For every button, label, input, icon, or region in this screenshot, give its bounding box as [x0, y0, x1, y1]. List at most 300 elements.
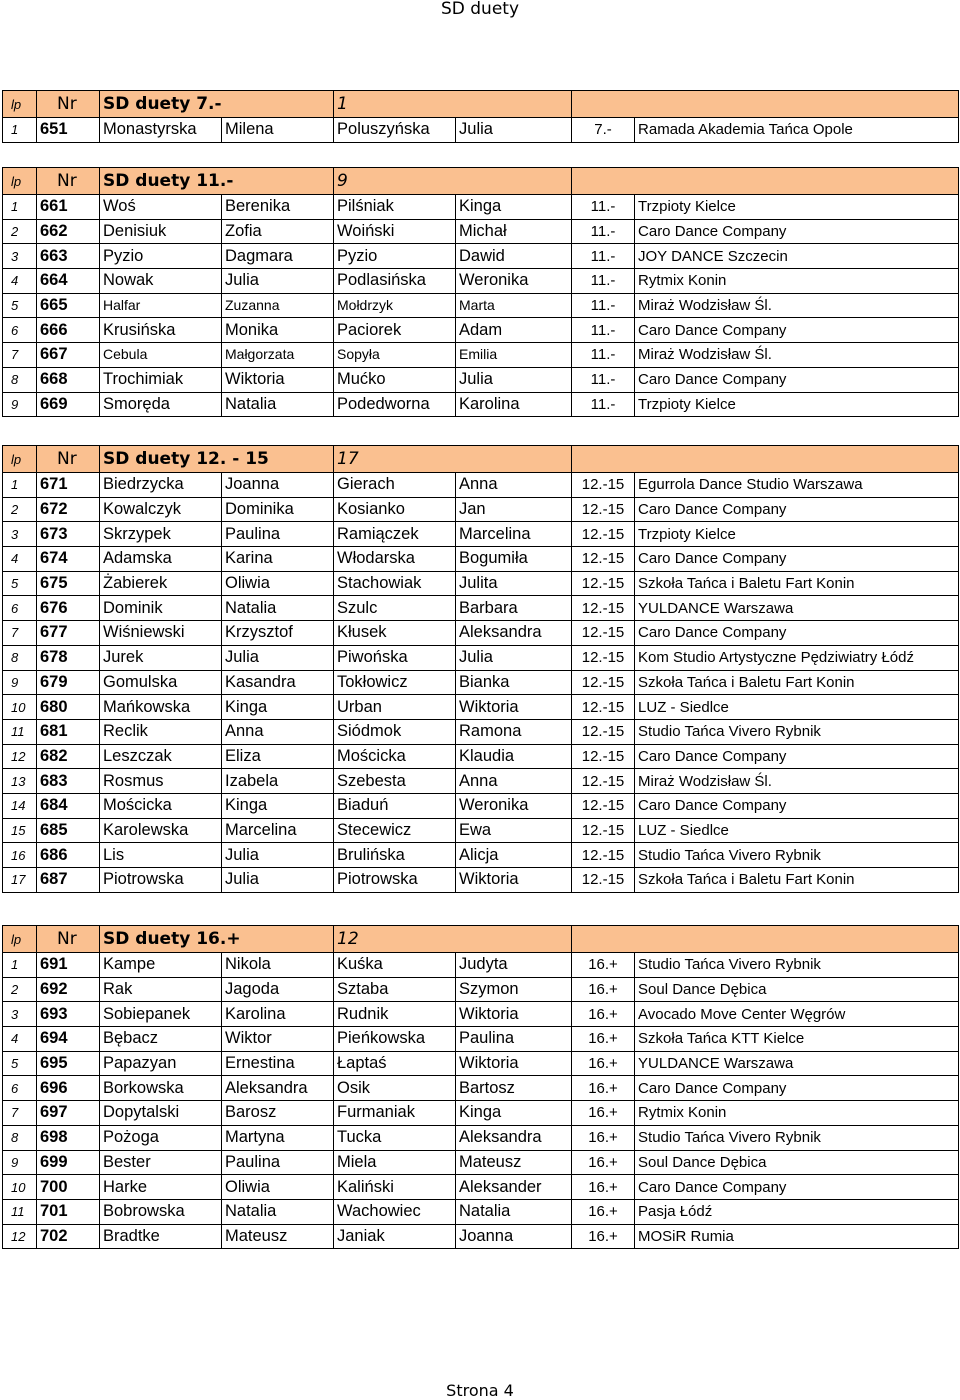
- dancer1-firstname: Berenika: [222, 195, 334, 220]
- dancer2-surname: Szebesta: [334, 769, 456, 794]
- dancer2-surname: Janiak: [334, 1224, 456, 1249]
- row-club: YULDANCE Warszawa: [635, 596, 959, 621]
- row-lp: 7: [3, 343, 37, 368]
- table-row: [3, 293, 959, 318]
- row-category: 12.-15: [572, 522, 635, 547]
- dancer2-firstname: Kinga: [456, 195, 572, 220]
- dancer2-firstname: Anna: [456, 769, 572, 794]
- dancer1-surname: Leszczak: [100, 744, 222, 769]
- row-club: Pasja Łódź: [635, 1199, 959, 1224]
- dancer1-firstname: Julia: [222, 645, 334, 670]
- dancer2-surname: Osik: [334, 1076, 456, 1101]
- section-header-row: [3, 91, 959, 118]
- dancer2-firstname: Klaudia: [456, 744, 572, 769]
- dancer2-surname: Wachowiec: [334, 1199, 456, 1224]
- section-title: SD duety 7.-: [100, 91, 334, 118]
- dancer2-firstname: Bartosz: [456, 1076, 572, 1101]
- table-row: [3, 1027, 959, 1052]
- dancer2-surname: Kaliński: [334, 1175, 456, 1200]
- row-club: LUZ - Siedlce: [635, 695, 959, 720]
- dancer2-firstname: Wiktoria: [456, 1051, 572, 1076]
- row-club: Trzpioty Kielce: [635, 195, 959, 220]
- dancer1-surname: Skrzypek: [100, 522, 222, 547]
- row-category: 11.-: [572, 343, 635, 368]
- table-row: [3, 843, 959, 868]
- row-number: 664: [37, 269, 100, 294]
- row-lp: 3: [3, 244, 37, 269]
- row-category: 12.-15: [572, 793, 635, 818]
- table-row: [3, 219, 959, 244]
- row-club: Egurrola Dance Studio Warszawa: [635, 473, 959, 498]
- row-lp: 2: [3, 977, 37, 1002]
- dancer2-surname: Urban: [334, 695, 456, 720]
- row-club: JOY DANCE Szczecin: [635, 244, 959, 269]
- dancer1-firstname: Barosz: [222, 1101, 334, 1126]
- table-row: [3, 977, 959, 1002]
- table-row: [3, 497, 959, 522]
- table-row: [3, 1199, 959, 1224]
- section-count: 1: [334, 91, 572, 118]
- row-club: Szkoła Tańca KTT Kielce: [635, 1027, 959, 1052]
- row-category: 12.-15: [572, 744, 635, 769]
- row-club: Caro Dance Company: [635, 219, 959, 244]
- row-number: 663: [37, 244, 100, 269]
- table-row: [3, 571, 959, 596]
- dancer2-surname: Kłusek: [334, 621, 456, 646]
- dancer1-firstname: Oliwia: [222, 571, 334, 596]
- dancer2-surname: Podedworna: [334, 392, 456, 417]
- row-club: Caro Dance Company: [635, 318, 959, 343]
- row-category: 11.-: [572, 244, 635, 269]
- row-category: 12.-15: [572, 695, 635, 720]
- dancer1-surname: Jurek: [100, 645, 222, 670]
- dancer2-firstname: Kinga: [456, 1101, 572, 1126]
- dancer1-firstname: Natalia: [222, 1199, 334, 1224]
- table-row: [3, 596, 959, 621]
- row-lp: 8: [3, 367, 37, 392]
- page-footer: Strona 4: [446, 1381, 514, 1400]
- table-row: [3, 719, 959, 744]
- row-number: 666: [37, 318, 100, 343]
- dancer2-surname: Sztaba: [334, 977, 456, 1002]
- dancer1-firstname: Kasandra: [222, 670, 334, 695]
- row-number: 702: [37, 1224, 100, 1249]
- dancer1-firstname: Kinga: [222, 695, 334, 720]
- row-club: Miraż Wodzisław Śl.: [635, 343, 959, 368]
- row-category: 12.-15: [572, 473, 635, 498]
- row-club: Studio Tańca Vivero Rybnik: [635, 843, 959, 868]
- row-club: Miraż Wodzisław Śl.: [635, 293, 959, 318]
- row-lp: 14: [3, 793, 37, 818]
- dancer2-firstname: Julia: [456, 645, 572, 670]
- section-header-row: [3, 926, 959, 953]
- dancer1-surname: Sobiepanek: [100, 1002, 222, 1027]
- row-lp: 12: [3, 1224, 37, 1249]
- table-row: [3, 1076, 959, 1101]
- dancer1-surname: Pyzio: [100, 244, 222, 269]
- header-lp: lp: [3, 168, 37, 195]
- row-club: MOSiR Rumia: [635, 1224, 959, 1249]
- dancer2-surname: Gierach: [334, 473, 456, 498]
- row-number: 671: [37, 473, 100, 498]
- dancer1-firstname: Ernestina: [222, 1051, 334, 1076]
- row-lp: 13: [3, 769, 37, 794]
- row-number: 684: [37, 793, 100, 818]
- row-lp: 8: [3, 1125, 37, 1150]
- dancer2-firstname: Julia: [456, 367, 572, 392]
- dancer1-firstname: Julia: [222, 269, 334, 294]
- row-category: 16.+: [572, 1125, 635, 1150]
- dancer1-firstname: Dominika: [222, 497, 334, 522]
- dancer2-firstname: Ramona: [456, 719, 572, 744]
- dancer1-surname: Bradtke: [100, 1224, 222, 1249]
- dancer1-firstname: Julia: [222, 843, 334, 868]
- header-nr: Nr: [37, 926, 100, 953]
- dancer2-firstname: Emilia: [456, 343, 572, 368]
- row-lp: 1: [3, 473, 37, 498]
- row-club: Rytmix Konin: [635, 1101, 959, 1126]
- row-category: 11.-: [572, 219, 635, 244]
- row-lp: 4: [3, 1027, 37, 1052]
- table-row: [3, 953, 959, 978]
- dancer2-surname: Sopyła: [334, 343, 456, 368]
- dancer1-firstname: Aleksandra: [222, 1076, 334, 1101]
- row-category: 12.-15: [572, 645, 635, 670]
- row-lp: 4: [3, 547, 37, 572]
- dancer1-surname: Rosmus: [100, 769, 222, 794]
- dancer1-firstname: Zofia: [222, 219, 334, 244]
- dancer2-surname: Łaptaś: [334, 1051, 456, 1076]
- row-category: 16.+: [572, 1199, 635, 1224]
- row-category: 12.-15: [572, 868, 635, 893]
- row-number: 701: [37, 1199, 100, 1224]
- dancer1-surname: Biedrzycka: [100, 473, 222, 498]
- table-row: [3, 522, 959, 547]
- table-row: [3, 1101, 959, 1126]
- row-category: 16.+: [572, 1101, 635, 1126]
- row-lp: 11: [3, 719, 37, 744]
- dancer1-firstname: Anna: [222, 719, 334, 744]
- dancer2-surname: Furmaniak: [334, 1101, 456, 1126]
- dancer2-surname: Stachowiak: [334, 571, 456, 596]
- dancer1-surname: Gomulska: [100, 670, 222, 695]
- dancer2-surname: Brulińska: [334, 843, 456, 868]
- dancer2-surname: Ramiączek: [334, 522, 456, 547]
- row-lp: 9: [3, 392, 37, 417]
- dancer1-surname: Karolewska: [100, 818, 222, 843]
- table-row: [3, 1175, 959, 1200]
- dancer1-surname: Rak: [100, 977, 222, 1002]
- dancer2-firstname: Barbara: [456, 596, 572, 621]
- row-category: 11.-: [572, 269, 635, 294]
- row-lp: 1: [3, 953, 37, 978]
- table-row: [3, 645, 959, 670]
- row-club: Caro Dance Company: [635, 497, 959, 522]
- row-club: Miraż Wodzisław Śl.: [635, 769, 959, 794]
- row-category: 16.+: [572, 1076, 635, 1101]
- row-club: Trzpioty Kielce: [635, 522, 959, 547]
- row-number: 673: [37, 522, 100, 547]
- row-number: 677: [37, 621, 100, 646]
- dancer1-surname: Halfar: [100, 293, 222, 318]
- row-club: Caro Dance Company: [635, 744, 959, 769]
- dancer2-firstname: Aleksandra: [456, 621, 572, 646]
- dancer1-surname: Smoręda: [100, 392, 222, 417]
- section-count: 17: [334, 446, 572, 473]
- row-club: Soul Dance Dębica: [635, 977, 959, 1002]
- table-row: [3, 769, 959, 794]
- row-lp: 1: [3, 118, 37, 143]
- row-category: 12.-15: [572, 670, 635, 695]
- dancer1-surname: Kampe: [100, 953, 222, 978]
- dancer2-firstname: Wiktoria: [456, 868, 572, 893]
- row-number: 683: [37, 769, 100, 794]
- dancer1-firstname: Joanna: [222, 473, 334, 498]
- row-lp: 10: [3, 695, 37, 720]
- row-lp: 6: [3, 1076, 37, 1101]
- row-lp: 12: [3, 744, 37, 769]
- dancer2-surname: Pilśniak: [334, 195, 456, 220]
- section-12-15: [2, 445, 958, 893]
- dancer1-surname: Cebula: [100, 343, 222, 368]
- row-category: 16.+: [572, 1002, 635, 1027]
- table-row: [3, 670, 959, 695]
- row-club: Avocado Move Center Węgrów: [635, 1002, 959, 1027]
- table-row: [3, 1051, 959, 1076]
- row-number: 694: [37, 1027, 100, 1052]
- dancer1-surname: Monastyrska: [100, 118, 222, 143]
- row-club: Rytmix Konin: [635, 269, 959, 294]
- row-lp: 9: [3, 1150, 37, 1175]
- section-count: 12: [334, 926, 572, 953]
- row-lp: 8: [3, 645, 37, 670]
- row-lp: 7: [3, 621, 37, 646]
- header-nr: Nr: [37, 168, 100, 195]
- row-number: 662: [37, 219, 100, 244]
- table-row: [3, 392, 959, 417]
- dancer1-surname: Reclik: [100, 719, 222, 744]
- header-nr: Nr: [37, 91, 100, 118]
- row-club: Szkoła Tańca i Baletu Fart Konin: [635, 670, 959, 695]
- row-number: 672: [37, 497, 100, 522]
- row-number: 680: [37, 695, 100, 720]
- row-category: 12.-15: [572, 547, 635, 572]
- dancer1-surname: Nowak: [100, 269, 222, 294]
- table-row: [3, 269, 959, 294]
- row-number: 651: [37, 118, 100, 143]
- dancer2-firstname: Dawid: [456, 244, 572, 269]
- row-lp: 17: [3, 868, 37, 893]
- dancer2-firstname: Julita: [456, 571, 572, 596]
- table-row: [3, 868, 959, 893]
- row-club: Trzpioty Kielce: [635, 392, 959, 417]
- dancer2-surname: Mućko: [334, 367, 456, 392]
- dancer1-firstname: Milena: [222, 118, 334, 143]
- row-category: 16.+: [572, 1224, 635, 1249]
- dancer1-firstname: Karolina: [222, 1002, 334, 1027]
- dancer2-firstname: Aleksandra: [456, 1125, 572, 1150]
- row-category: 16.+: [572, 1051, 635, 1076]
- section-title: SD duety 11.-: [100, 168, 334, 195]
- row-number: 687: [37, 868, 100, 893]
- header-empty: [572, 926, 959, 953]
- dancer1-firstname: Dagmara: [222, 244, 334, 269]
- dancer1-firstname: Mateusz: [222, 1224, 334, 1249]
- row-category: 12.-15: [572, 843, 635, 868]
- dancer2-firstname: Paulina: [456, 1027, 572, 1052]
- row-club: Szkoła Tańca i Baletu Fart Konin: [635, 868, 959, 893]
- row-category: 12.-15: [572, 719, 635, 744]
- dancer1-firstname: Paulina: [222, 1150, 334, 1175]
- dancer2-surname: Biaduń: [334, 793, 456, 818]
- row-number: 679: [37, 670, 100, 695]
- dancer2-firstname: Ewa: [456, 818, 572, 843]
- row-lp: 5: [3, 1051, 37, 1076]
- header-empty: [572, 91, 959, 118]
- section-header-row: [3, 168, 959, 195]
- dancer1-firstname: Wiktor: [222, 1027, 334, 1052]
- row-number: 699: [37, 1150, 100, 1175]
- row-number: 685: [37, 818, 100, 843]
- dancer2-surname: Paciorek: [334, 318, 456, 343]
- dancer2-firstname: Michał: [456, 219, 572, 244]
- dancer1-firstname: Zuzanna: [222, 293, 334, 318]
- dancer1-surname: Lis: [100, 843, 222, 868]
- header-lp: lp: [3, 91, 37, 118]
- dancer1-surname: Bębacz: [100, 1027, 222, 1052]
- row-number: 693: [37, 1002, 100, 1027]
- row-club: Studio Tańca Vivero Rybnik: [635, 953, 959, 978]
- table-row: [3, 343, 959, 368]
- dancer2-firstname: Aleksander: [456, 1175, 572, 1200]
- dancer1-surname: Dopytalski: [100, 1101, 222, 1126]
- dancer1-surname: Denisiuk: [100, 219, 222, 244]
- row-number: 676: [37, 596, 100, 621]
- header-lp: lp: [3, 926, 37, 953]
- table-row: [3, 744, 959, 769]
- dancer1-surname: Woś: [100, 195, 222, 220]
- row-lp: 15: [3, 818, 37, 843]
- table-row: [3, 1002, 959, 1027]
- dancer1-firstname: Martyna: [222, 1125, 334, 1150]
- row-number: 691: [37, 953, 100, 978]
- row-lp: 10: [3, 1175, 37, 1200]
- row-category: 12.-15: [572, 621, 635, 646]
- row-category: 11.-: [572, 318, 635, 343]
- row-lp: 1: [3, 195, 37, 220]
- results-table: [2, 167, 959, 417]
- table-row: [3, 1150, 959, 1175]
- row-lp: 9: [3, 670, 37, 695]
- dancer2-firstname: Wiktoria: [456, 1002, 572, 1027]
- dancer1-surname: Trochimiak: [100, 367, 222, 392]
- row-number: 700: [37, 1175, 100, 1200]
- row-category: 12.-15: [572, 596, 635, 621]
- dancer1-surname: Mańkowska: [100, 695, 222, 720]
- row-club: Caro Dance Company: [635, 1076, 959, 1101]
- row-category: 12.-15: [572, 818, 635, 843]
- dancer1-firstname: Nikola: [222, 953, 334, 978]
- dancer2-surname: Woiński: [334, 219, 456, 244]
- dancer1-surname: Bobrowska: [100, 1199, 222, 1224]
- results-table: [2, 925, 959, 1249]
- dancer1-firstname: Jagoda: [222, 977, 334, 1002]
- row-club: Studio Tańca Vivero Rybnik: [635, 1125, 959, 1150]
- table-row: [3, 547, 959, 572]
- dancer2-surname: Poluszyńska: [334, 118, 456, 143]
- dancer2-firstname: Joanna: [456, 1224, 572, 1249]
- dancer1-firstname: Karina: [222, 547, 334, 572]
- dancer2-surname: Miela: [334, 1150, 456, 1175]
- row-category: 16.+: [572, 953, 635, 978]
- dancer2-surname: Mościcka: [334, 744, 456, 769]
- dancer2-firstname: Karolina: [456, 392, 572, 417]
- row-lp: 16: [3, 843, 37, 868]
- header-lp: lp: [3, 446, 37, 473]
- row-lp: 6: [3, 596, 37, 621]
- table-row: [3, 367, 959, 392]
- table-row: [3, 695, 959, 720]
- table-row: [3, 621, 959, 646]
- dancer1-firstname: Natalia: [222, 596, 334, 621]
- dancer2-surname: Stecewicz: [334, 818, 456, 843]
- row-category: 16.+: [572, 1175, 635, 1200]
- dancer1-firstname: Kinga: [222, 793, 334, 818]
- dancer1-surname: Bester: [100, 1150, 222, 1175]
- row-number: 678: [37, 645, 100, 670]
- table-row: [3, 318, 959, 343]
- row-club: Caro Dance Company: [635, 367, 959, 392]
- row-lp: 3: [3, 1002, 37, 1027]
- row-number: 681: [37, 719, 100, 744]
- row-category: 16.+: [572, 1027, 635, 1052]
- dancer2-firstname: Wiktoria: [456, 695, 572, 720]
- row-lp: 6: [3, 318, 37, 343]
- table-row: [3, 818, 959, 843]
- dancer1-surname: Harke: [100, 1175, 222, 1200]
- row-lp: 5: [3, 293, 37, 318]
- section-7: [2, 90, 958, 143]
- dancer2-firstname: Marta: [456, 293, 572, 318]
- row-lp: 3: [3, 522, 37, 547]
- row-number: 674: [37, 547, 100, 572]
- row-lp: 2: [3, 497, 37, 522]
- row-lp: 7: [3, 1101, 37, 1126]
- row-category: 11.-: [572, 195, 635, 220]
- section-16: [2, 925, 958, 1249]
- dancer1-surname: Żabierek: [100, 571, 222, 596]
- section-title: SD duety 12. - 15: [100, 446, 334, 473]
- dancer2-surname: Siódmok: [334, 719, 456, 744]
- dancer2-surname: Włodarska: [334, 547, 456, 572]
- section-11: [2, 167, 958, 417]
- dancer2-surname: Pieńkowska: [334, 1027, 456, 1052]
- table-row: [3, 1224, 959, 1249]
- dancer2-firstname: Weronika: [456, 269, 572, 294]
- section-count: 9: [334, 168, 572, 195]
- row-number: 697: [37, 1101, 100, 1126]
- row-number: 667: [37, 343, 100, 368]
- row-category: 11.-: [572, 367, 635, 392]
- dancer2-firstname: Julia: [456, 118, 572, 143]
- row-category: 12.-15: [572, 769, 635, 794]
- dancer2-firstname: Bogumiła: [456, 547, 572, 572]
- row-number: 669: [37, 392, 100, 417]
- dancer1-surname: Kowalczyk: [100, 497, 222, 522]
- dancer2-surname: Tokłowicz: [334, 670, 456, 695]
- dancer1-firstname: Oliwia: [222, 1175, 334, 1200]
- row-club: LUZ - Siedlce: [635, 818, 959, 843]
